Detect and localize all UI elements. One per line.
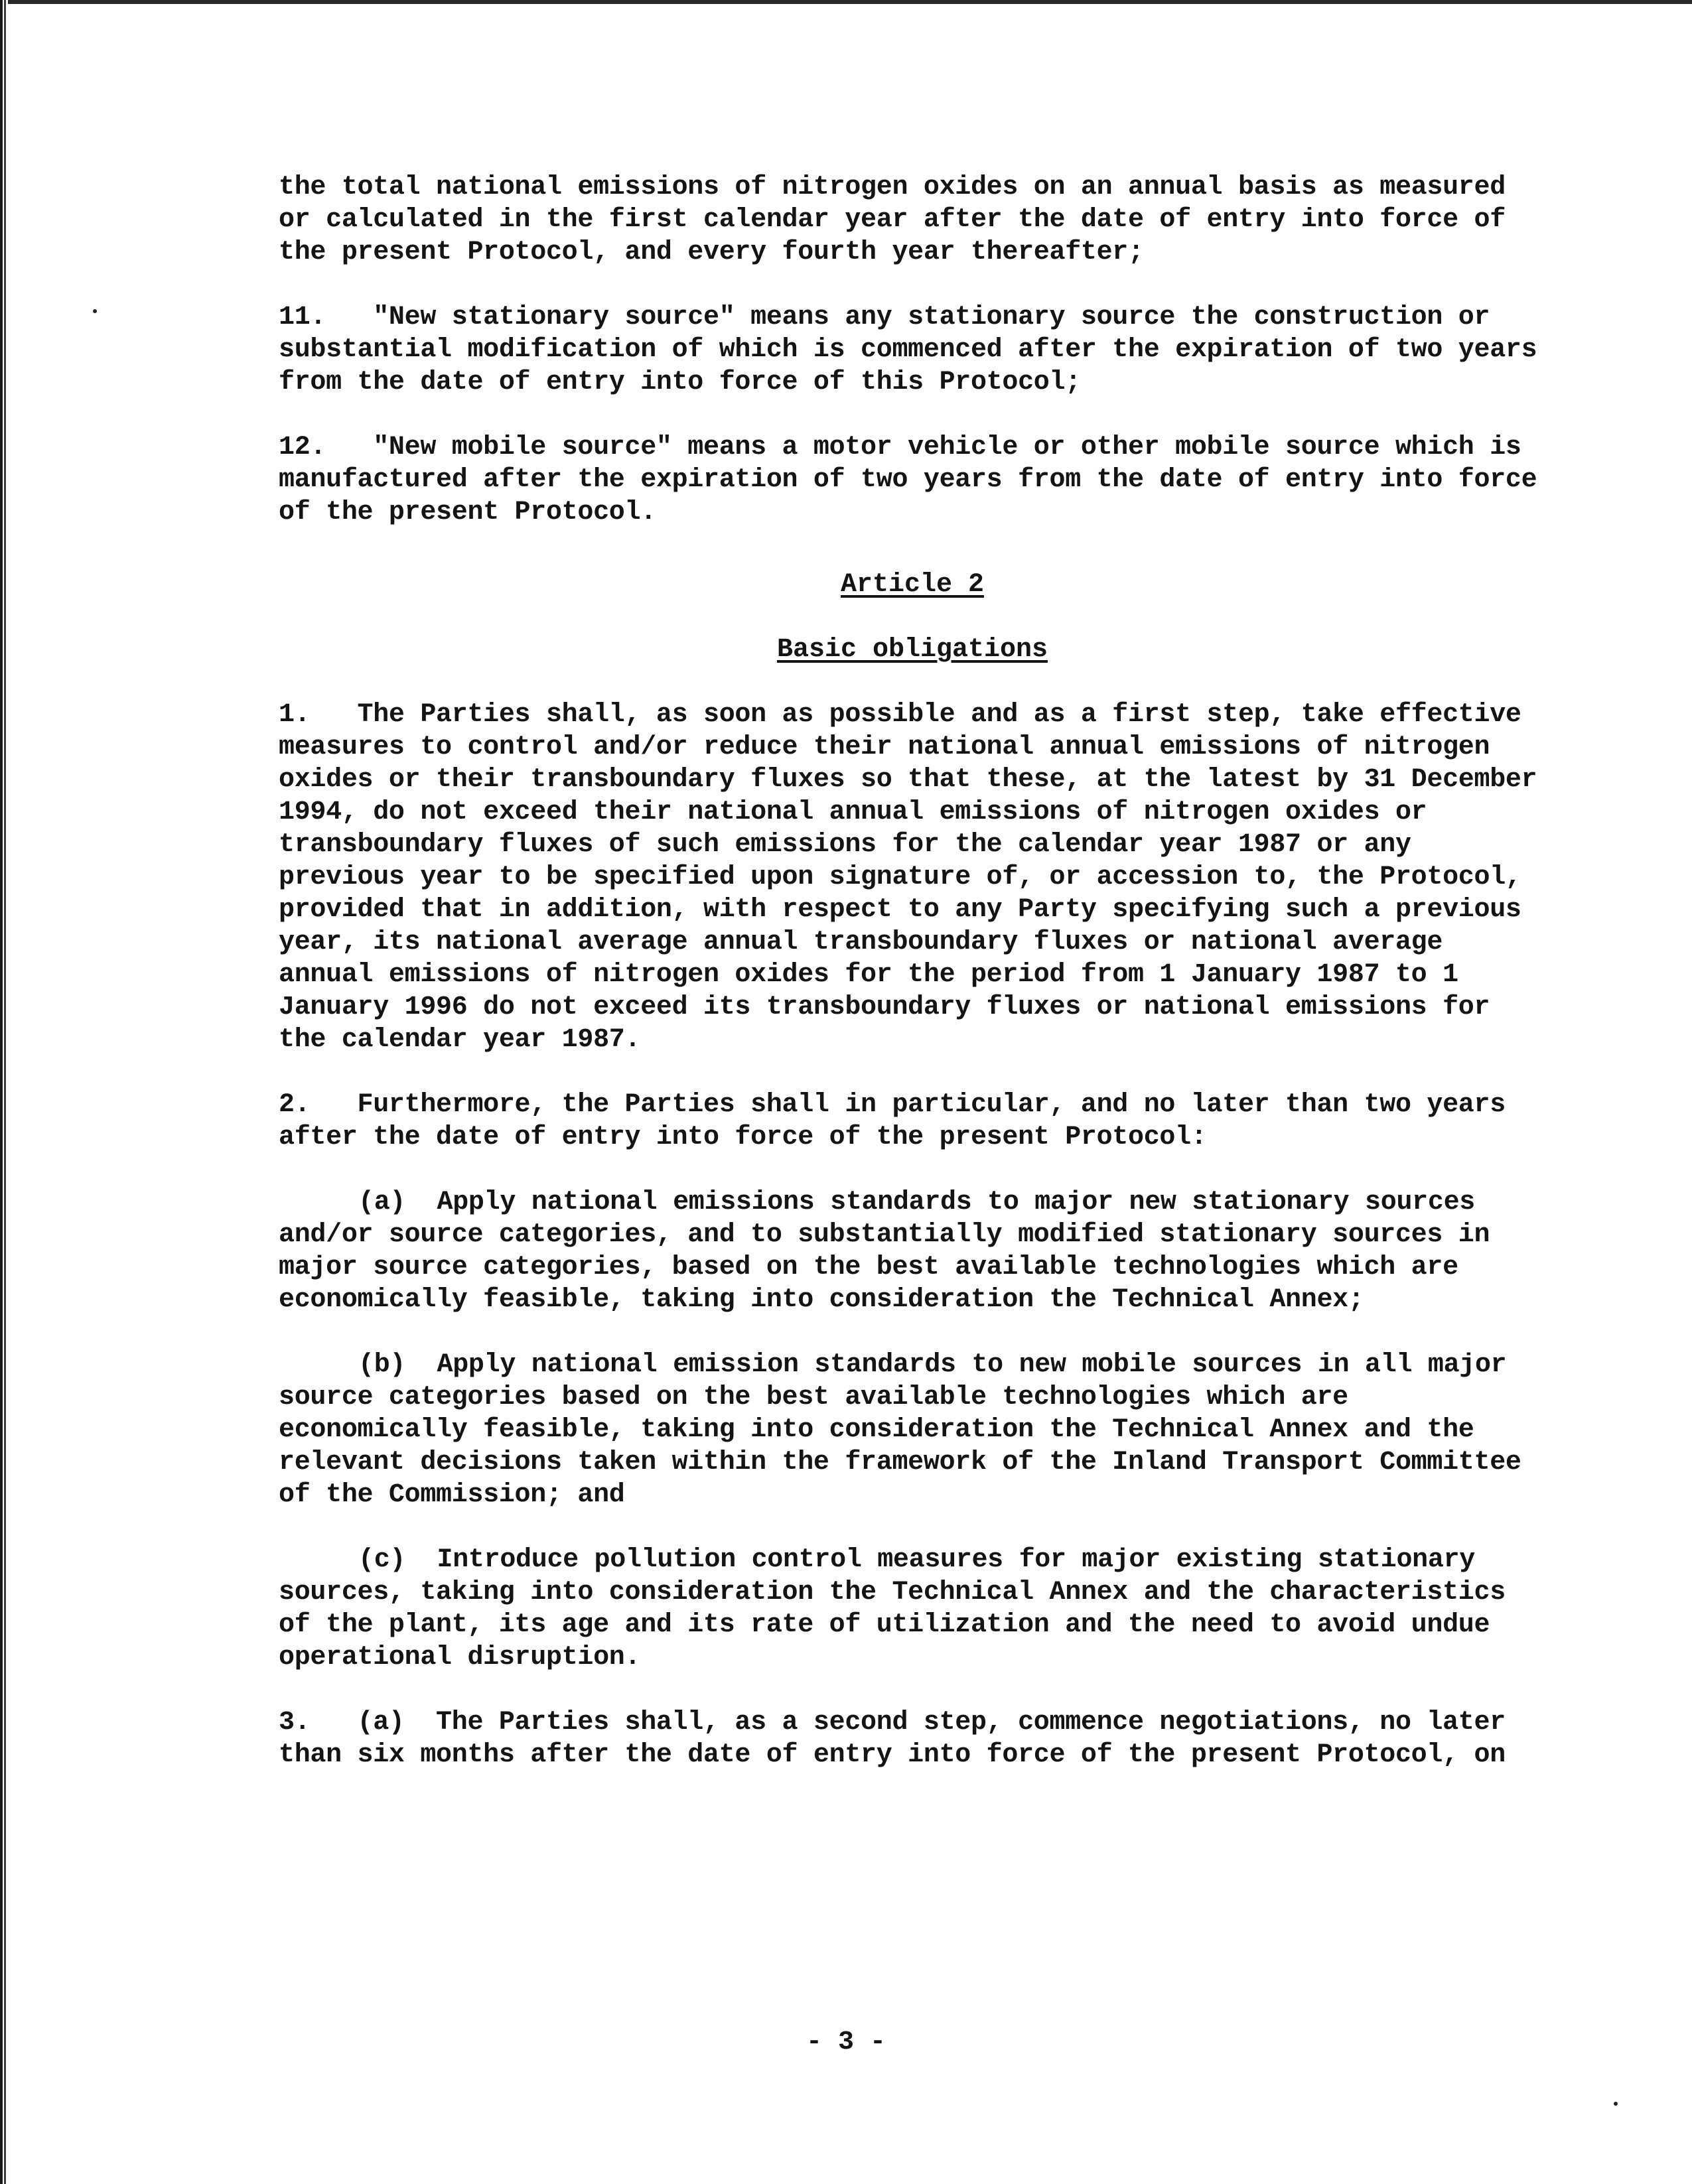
scan-edge-left (0, 0, 8, 2184)
article-title (279, 634, 1546, 666)
article-paragraph-3: 3. (a) The Parties shall, as a second step, commence negotiations, no later than six months after the date of entry into force of the present Protocol, on (279, 1708, 1521, 1770)
article-heading (279, 569, 1546, 601)
document-body (279, 171, 1553, 1804)
article-paragraph-1: 1. The Parties shall, as soon as possible and as a first step, take effective measures to control and/or reduce their national annual emissions of nitrogen oxides or their transboundary fluxes so that these, at the latest by 31 December 1994, do not exceed their national annual emissions of nitrogen oxides or transboundary fluxes of such emissions for the calendar year 1987 or any previous year to be specified upon signature of, or accession to, the Protocol, provided that in addition, with respect to any Party specifying such a previous year, its national average annual transboundary fluxes or national average annual emissions of nitrogen oxides for the period from 1 January 1987 to 1 January 1996 do not exceed its transboundary fluxes or national emissions for the calendar year 1987. (279, 700, 1553, 1055)
paragraph-12: 12. "New mobile source" means a motor vehicle or other mobile source which is manufactured after the expiration of two years from the date of entry into force of the present Protocol. (279, 433, 1553, 527)
paragraph-11: 11. "New stationary source" means any stationary source the construction or substantial modification of which is commenced after the expiration of two years from the date of entry into force of this Protocol; (279, 303, 1553, 397)
scan-speck (93, 309, 97, 313)
sub-item-a: (a) Apply national emissions standards to major new stationary sources and/or source categories, and to substantially modified stationary sources in major source categories, based on the best available technologies which are economically feasible, taking into consideration the Technical Annex; (279, 1188, 1506, 1315)
article-paragraph-2: 2. Furthermore, the Parties shall in particular, and no later than two years after the date of entry into force of the present Protocol: (279, 1090, 1521, 1152)
page-number: - 3 - (806, 2027, 886, 2057)
sub-item-c: (c) Introduce pollution control measures for major existing stationary sources, taking into consideration the Technical Annex and the characteristics of the plant, its age and its rate of utilization and the need to avoid undue operational disruption. (279, 1545, 1521, 1672)
scan-speck (1614, 2102, 1618, 2106)
sub-item-b: (b) Apply national emission standards to new mobile sources in all major source categories based on the best available technologies which are economically feasible, taking into consideration the Technical Annex and the relevant decisions taken within the framework of the Inland Transport Committee of the Commission; and (279, 1350, 1537, 1510)
article-heading-text: Article 2 (840, 570, 985, 600)
paragraph-continuation: the total national emissions of nitrogen oxides on an annual basis as measured or calculated in the first calendar year after the date of entry into force of the present Protocol, and every fourth year thereafter; (279, 172, 1521, 267)
scan-edge-top (0, 0, 1692, 4)
article-title-text: Basic obligations (776, 635, 1048, 665)
